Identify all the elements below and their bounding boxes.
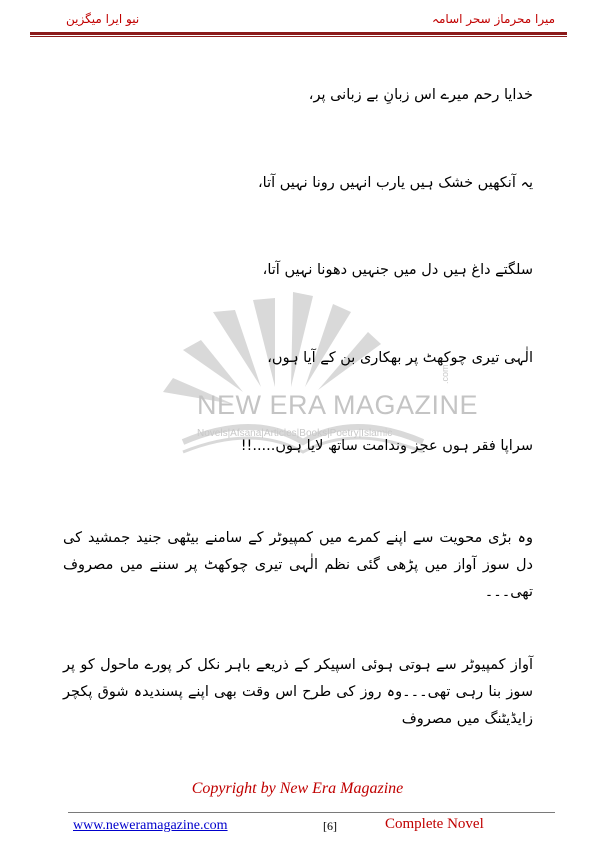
watermark-domain: .com [440,364,450,384]
magazine-header: نیو ایرا میگزین [66,12,140,26]
body-paragraph: آواز کمپیوٹر سے ہوتی ہوئی اسپیکر کے ذریعے باہر نکل کر پورے ماحول کو پر سوز بنا رہی تھی۔۔۔وہ روز کی طرح اس وقت بھی اپنے پسندیدہ شوق پکچر زایڈیٹنگ میں مصروف [63,657,533,727]
page-number: [6] [323,819,337,833]
header-divider [30,32,567,37]
website-link[interactable]: www.neweramagazine.com [73,818,228,833]
copyright-notice: Copyright by New Era Magazine [191,780,404,797]
verse-line: سراپا فقر ہوں عجز وندامت ساتھ لایا ہوں.....!! [240,438,533,454]
verse-line: الٰہی تیری چوکھٹ پر بھکاری بن کے آیا ہوں، [267,350,533,366]
verse-line: سلگتے داغ ہیں دل میں جنہیں دھونا نہیں آتا، [262,262,533,278]
watermark-title: NEW ERA MAGAZINE [197,390,479,420]
author-header: میرا محرماز سحر اسامہ [431,12,555,26]
category-label: Complete Novel [385,816,484,832]
verse-line: یہ آنکھیں خشک ہیں یارب انہیں رونا نہیں آتا، [257,175,533,191]
footer-divider [68,812,555,813]
body-paragraph: وہ بڑی محویت سے اپنے کمرے میں کمپیوٹر کے سامنے بیٹھی جنید جمشید کی دل سوز آواز میں پڑھی گئی نظم الٰہی تیری چوکھٹ پر سننے میں مصروف تھی۔۔۔ [63,530,533,600]
verse-line: خدایا رحم میرے اس زبانِ بے زبانی پر، [308,87,533,103]
watermark-subtitle: Novels|Afsana|Articles|Books|Poetry|Islamic [197,428,393,439]
